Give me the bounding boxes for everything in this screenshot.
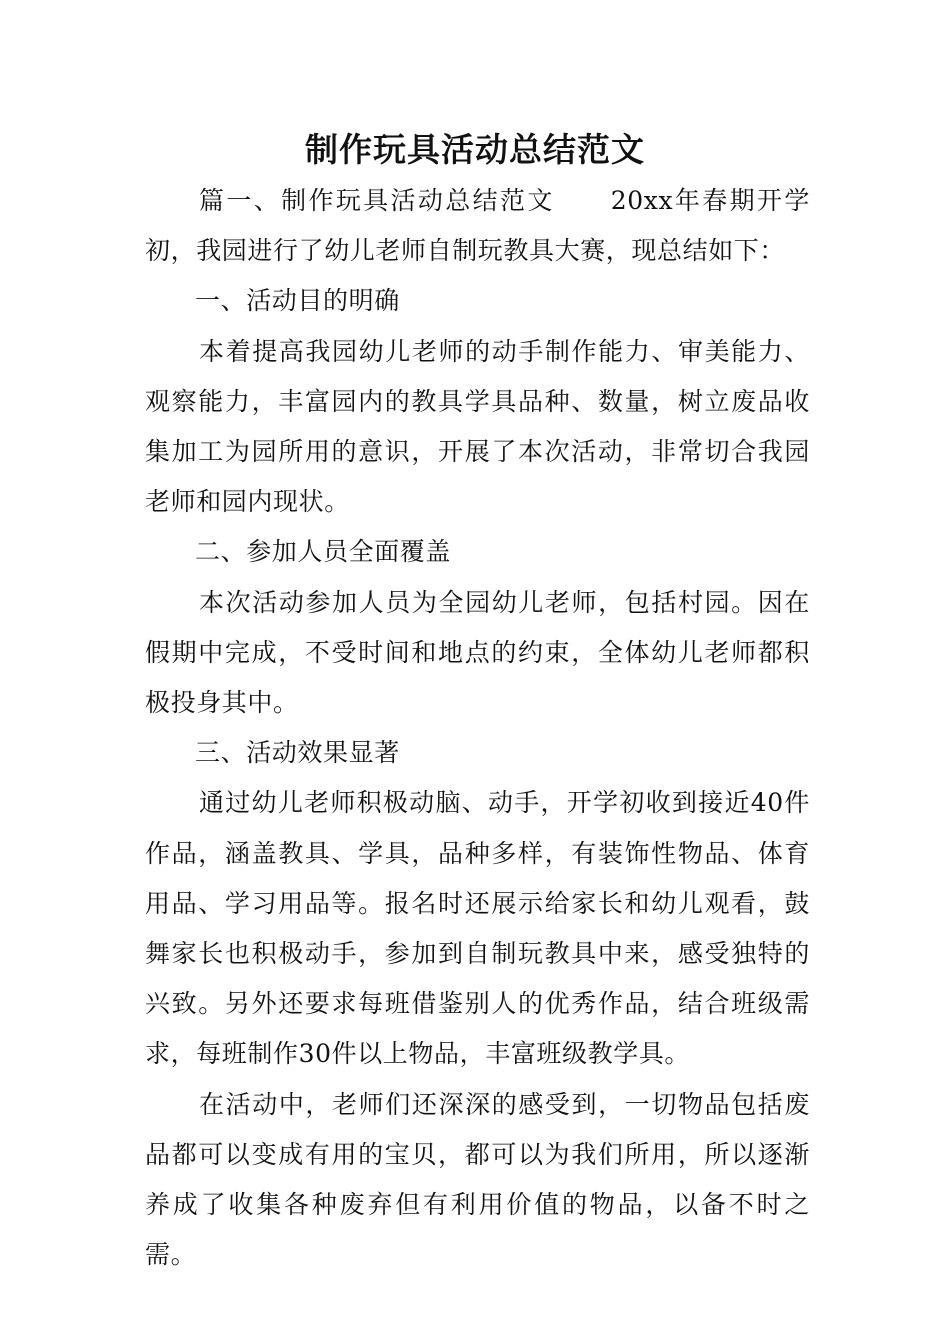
- intro-paragraph: [145, 176, 810, 276]
- section-2-paragraph: 本次活动参加人员为全园幼儿老师，包括村园。因在假期中完成，不受时间和地点的约束，全体幼儿老师都积极投身其中。: [145, 587, 810, 718]
- section-1-heading: 一、活动目的明确: [195, 286, 400, 316]
- section-2-heading: 二、参加人员全面覆盖: [195, 537, 452, 567]
- document-title: 制作玩具活动总结范文: [305, 130, 645, 169]
- document-body: [145, 176, 810, 1280]
- intro-part-label: 篇一、制作玩具活动总结范文: [199, 186, 555, 215]
- section-3-paragraph-1: 通过幼儿老师积极动脑、动手，开学初收到接近40件作品，涵盖教具、学具，品种多样，有装饰性物品、体育用品、学习用品等。报名时还展示给家长和幼儿观看，鼓舞家长也积极动手，参加到自制玩教具中来，感受独特的兴致。另外还要求每班借鉴别人的优秀作品，结合班级需求，每班制作30件以上物品，丰富班级教学具。: [145, 788, 810, 1069]
- section-3-paragraph-2: 在活动中，老师们还深深的感受到，一切物品包括废品都可以变成有用的宝贝，都可以为我们所用，所以逐渐养成了收集各种废弃但有利用价值的物品，以备不时之需。: [145, 1089, 810, 1270]
- section-3-heading: 三、活动效果显著: [195, 738, 400, 768]
- intro-text: 20xx年春期开学初，我园进行了幼儿老师自制玩教具大赛，现总结如下：: [145, 186, 810, 266]
- section-1-paragraph: 本着提高我园幼儿老师的动手制作能力、审美能力、观察能力，丰富园内的教具学具品种、数量，树立废品收集加工为园所用的意识，开展了本次活动，非常切合我园老师和园内现状。: [145, 336, 810, 517]
